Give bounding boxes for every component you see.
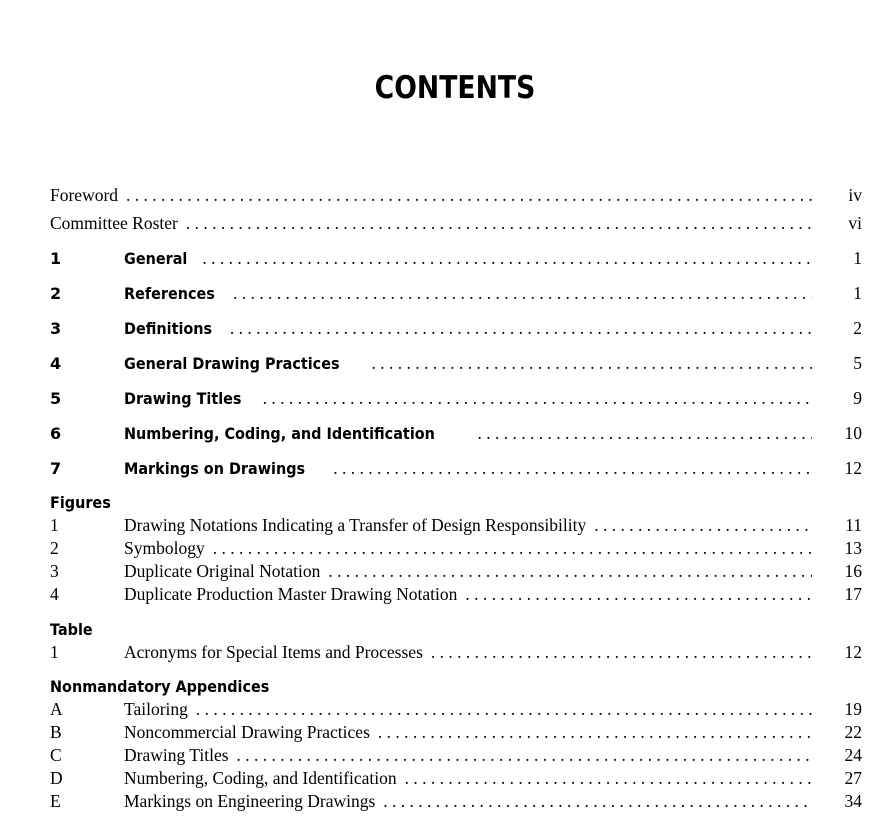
dot-leader bbox=[378, 722, 812, 743]
entry-number: 1 bbox=[50, 249, 62, 268]
dot-leader bbox=[372, 353, 812, 374]
entry-page: 10 bbox=[844, 423, 862, 443]
entry-number: 4 bbox=[50, 584, 59, 604]
entry-number: 3 bbox=[50, 561, 59, 581]
dot-leader bbox=[196, 699, 812, 720]
entry-page: 27 bbox=[844, 768, 862, 788]
entry-page: 11 bbox=[845, 515, 862, 535]
toc-entry-section-5[interactable] bbox=[50, 388, 862, 412]
entry-label: Tailoring bbox=[124, 699, 188, 719]
dot-leader bbox=[186, 213, 812, 234]
dot-leader bbox=[594, 515, 812, 536]
entry-page: 22 bbox=[844, 722, 862, 742]
entry-label: Drawing Titles bbox=[124, 745, 229, 765]
toc-entry-section-1[interactable] bbox=[50, 248, 862, 272]
page-title: CONTENTS bbox=[374, 70, 536, 106]
entry-label: General bbox=[124, 249, 188, 268]
entry-page: 5 bbox=[853, 353, 862, 373]
dot-leader bbox=[405, 768, 812, 789]
entry-label: Markings on Drawings bbox=[124, 459, 306, 478]
entry-number: 4 bbox=[50, 354, 62, 373]
dot-leader bbox=[263, 388, 812, 409]
toc-entry-table-1[interactable] bbox=[50, 642, 862, 666]
dot-leader bbox=[383, 791, 812, 812]
toc-entry-figure-3[interactable] bbox=[50, 561, 862, 585]
entry-number: A bbox=[50, 699, 63, 719]
entry-label: General Drawing Practices bbox=[124, 354, 340, 373]
entry-number: E bbox=[50, 791, 61, 811]
entry-page: 1 bbox=[853, 248, 862, 268]
entry-label: Duplicate Original Notation bbox=[124, 561, 321, 581]
entry-label: Definitions bbox=[124, 319, 213, 338]
entry-page: 9 bbox=[853, 388, 862, 408]
figures-heading: Figures bbox=[50, 493, 111, 512]
toc-entry-section-7[interactable] bbox=[50, 458, 862, 482]
toc-entry-figure-2[interactable] bbox=[50, 538, 862, 562]
dot-leader bbox=[333, 458, 812, 479]
entry-page: 12 bbox=[844, 642, 862, 662]
entry-label: Drawing Notations Indicating a Transfer of Design Responsibility bbox=[124, 515, 587, 535]
entry-number: 1 bbox=[50, 642, 59, 662]
dot-leader bbox=[230, 318, 812, 339]
entry-number: 1 bbox=[50, 515, 59, 535]
toc-entry-section-2[interactable] bbox=[50, 283, 862, 307]
entry-label: References bbox=[124, 284, 215, 303]
dot-leader bbox=[465, 584, 812, 605]
toc-entry-appendix-a[interactable] bbox=[50, 699, 862, 723]
entry-number: 5 bbox=[50, 389, 62, 408]
entry-page: 12 bbox=[844, 458, 862, 478]
entry-number: B bbox=[50, 722, 62, 742]
dot-leader bbox=[233, 283, 812, 304]
dot-leader bbox=[126, 185, 812, 206]
entry-page: vi bbox=[848, 213, 862, 233]
dot-leader bbox=[328, 561, 812, 582]
toc-entry-appendix-b[interactable] bbox=[50, 722, 862, 746]
toc-entry-foreword[interactable] bbox=[50, 185, 862, 209]
entry-label: Symbology bbox=[124, 538, 205, 558]
entry-page: 34 bbox=[844, 791, 862, 811]
dot-leader bbox=[431, 642, 812, 663]
table-heading: Table bbox=[50, 620, 93, 639]
entry-page: iv bbox=[848, 185, 862, 205]
entry-page: 17 bbox=[844, 584, 862, 604]
entry-label: Foreword bbox=[50, 185, 119, 205]
toc-entry-appendix-d[interactable] bbox=[50, 768, 862, 792]
entry-number: D bbox=[50, 768, 63, 788]
entry-page: 24 bbox=[844, 745, 862, 765]
dot-leader bbox=[477, 423, 812, 444]
toc-entry-figure-4[interactable] bbox=[50, 584, 862, 608]
dot-leader bbox=[237, 745, 812, 766]
dot-leader bbox=[202, 248, 812, 269]
toc-entry-section-6[interactable] bbox=[50, 423, 862, 447]
entry-number: 2 bbox=[50, 284, 62, 303]
toc-entry-section-4[interactable] bbox=[50, 353, 862, 377]
toc-entry-figure-1[interactable] bbox=[50, 515, 862, 539]
entry-page: 19 bbox=[844, 699, 862, 719]
entry-label: Committee Roster bbox=[50, 213, 178, 233]
entry-label: Acronyms for Special Items and Processes bbox=[124, 642, 423, 662]
entry-number: 6 bbox=[50, 424, 62, 443]
entry-label: Noncommercial Drawing Practices bbox=[124, 722, 370, 742]
entry-number: 3 bbox=[50, 319, 62, 338]
appendices-heading: Nonmandatory Appendices bbox=[50, 677, 270, 696]
entry-page: 13 bbox=[844, 538, 862, 558]
toc-entry-committee-roster[interactable] bbox=[50, 213, 862, 237]
entry-label: Numbering, Coding, and Identification bbox=[124, 768, 397, 788]
entry-label: Duplicate Production Master Drawing Notation bbox=[124, 584, 458, 604]
entry-label: Numbering, Coding, and Identification bbox=[124, 424, 435, 443]
entry-page: 2 bbox=[853, 318, 862, 338]
toc-entry-appendix-c[interactable] bbox=[50, 745, 862, 769]
dot-leader bbox=[213, 538, 812, 559]
entry-number: C bbox=[50, 745, 62, 765]
entry-label: Drawing Titles bbox=[124, 389, 242, 408]
entry-number: 2 bbox=[50, 538, 59, 558]
toc-entry-appendix-e[interactable] bbox=[50, 791, 862, 815]
toc-entry-section-3[interactable] bbox=[50, 318, 862, 342]
entry-label: Markings on Engineering Drawings bbox=[124, 791, 376, 811]
entry-page: 1 bbox=[853, 283, 862, 303]
entry-page: 16 bbox=[844, 561, 862, 581]
entry-number: 7 bbox=[50, 459, 62, 478]
